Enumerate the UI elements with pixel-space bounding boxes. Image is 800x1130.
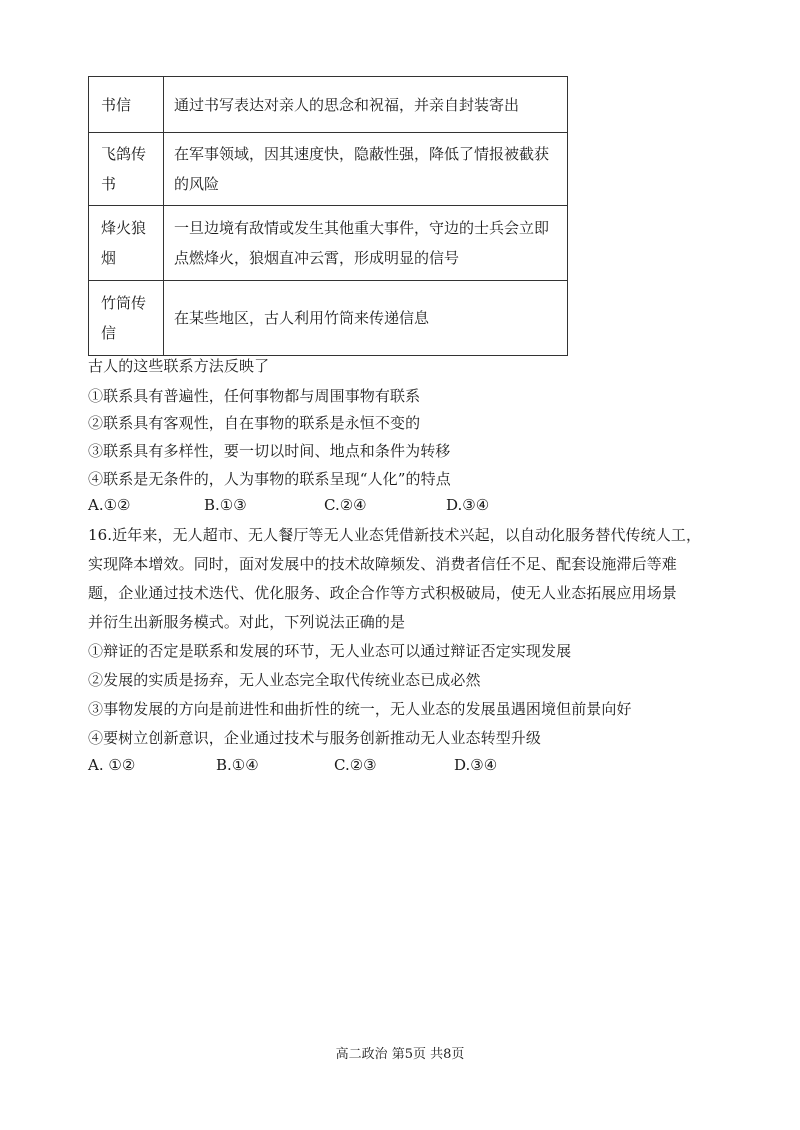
table-row — [89, 133, 568, 206]
question-16-stem-line: 16.近年来，无人超市、无人餐厅等无人业态凭借新技术兴起，以自动化服务替代传统人工， — [88, 526, 702, 544]
method-name: 竹筒传信 — [89, 281, 164, 356]
table-row — [89, 281, 568, 356]
method-name: 飞鸽传书 — [89, 133, 164, 206]
option-c: C.②③ — [334, 756, 377, 774]
question-16-stem-line: 题，企业通过技术迭代、优化服务、政企合作等方式积极破局，使无人业态拓展应用场景 — [88, 584, 677, 602]
option-b: B.①③ — [204, 496, 247, 514]
method-description: 在军事领域，因其速度快，隐蔽性强，降低了情报被截获的风险 — [164, 133, 568, 206]
table-row — [89, 206, 568, 281]
question-16-item: ②发展的实质是扬弃，无人业态完全取代传统业态已成必然 — [88, 671, 481, 689]
option-d: D.③④ — [454, 756, 498, 774]
question-16-stem-line: 并衍生出新服务模式。对此，下列说法正确的是 — [88, 613, 406, 631]
option-a: A.①② — [88, 496, 131, 514]
option-a: A. ①② — [88, 756, 136, 774]
question-15-item: ③联系具有多样性，要一切以时间、地点和条件为转移 — [88, 442, 451, 460]
method-description: 通过书写表达对亲人的思念和祝福，并亲自封装寄出 — [164, 77, 568, 133]
question-16-options — [88, 756, 497, 774]
communication-methods-table — [88, 76, 568, 356]
question-15-options — [88, 496, 489, 514]
option-d: D.③④ — [446, 496, 490, 514]
table-row — [89, 77, 568, 133]
question-15-item: ②联系具有客观性，自在事物的联系是永恒不变的 — [88, 414, 421, 432]
question-15-stem: 古人的这些联系方法反映了 — [88, 357, 270, 375]
page-footer: 高二政治 第5页 共8页 — [335, 1047, 465, 1062]
option-b: B.①④ — [216, 756, 259, 774]
method-name: 烽火狼烟 — [89, 206, 164, 281]
question-16-item: ③事物发展的方向是前进性和曲折性的统一，无人业态的发展虽遇困境但前景向好 — [88, 700, 632, 718]
question-15-item: ①联系具有普遍性，任何事物都与周围事物有联系 — [88, 387, 421, 405]
question-16-item: ①辩证的否定是联系和发展的环节，无人业态可以通过辩证否定实现发展 — [88, 642, 572, 660]
option-c: C.②④ — [324, 496, 367, 514]
question-16-stem-line: 实现降本增效。同时，面对发展中的技术故障频发、消费者信任不足、配套设施滞后等难 — [88, 555, 677, 573]
method-description: 在某些地区，古人利用竹筒来传递信息 — [164, 281, 568, 356]
method-description: 一旦边境有敌情或发生其他重大事件，守边的士兵会立即点燃烽火，狼烟直冲云霄，形成明显的信号 — [164, 206, 568, 281]
question-15-item: ④联系是无条件的，人为事物的联系呈现“人化”的特点 — [88, 470, 451, 488]
method-name: 书信 — [89, 77, 164, 133]
question-16-item: ④要树立创新意识，企业通过技术与服务创新推动无人业态转型升级 — [88, 729, 542, 747]
